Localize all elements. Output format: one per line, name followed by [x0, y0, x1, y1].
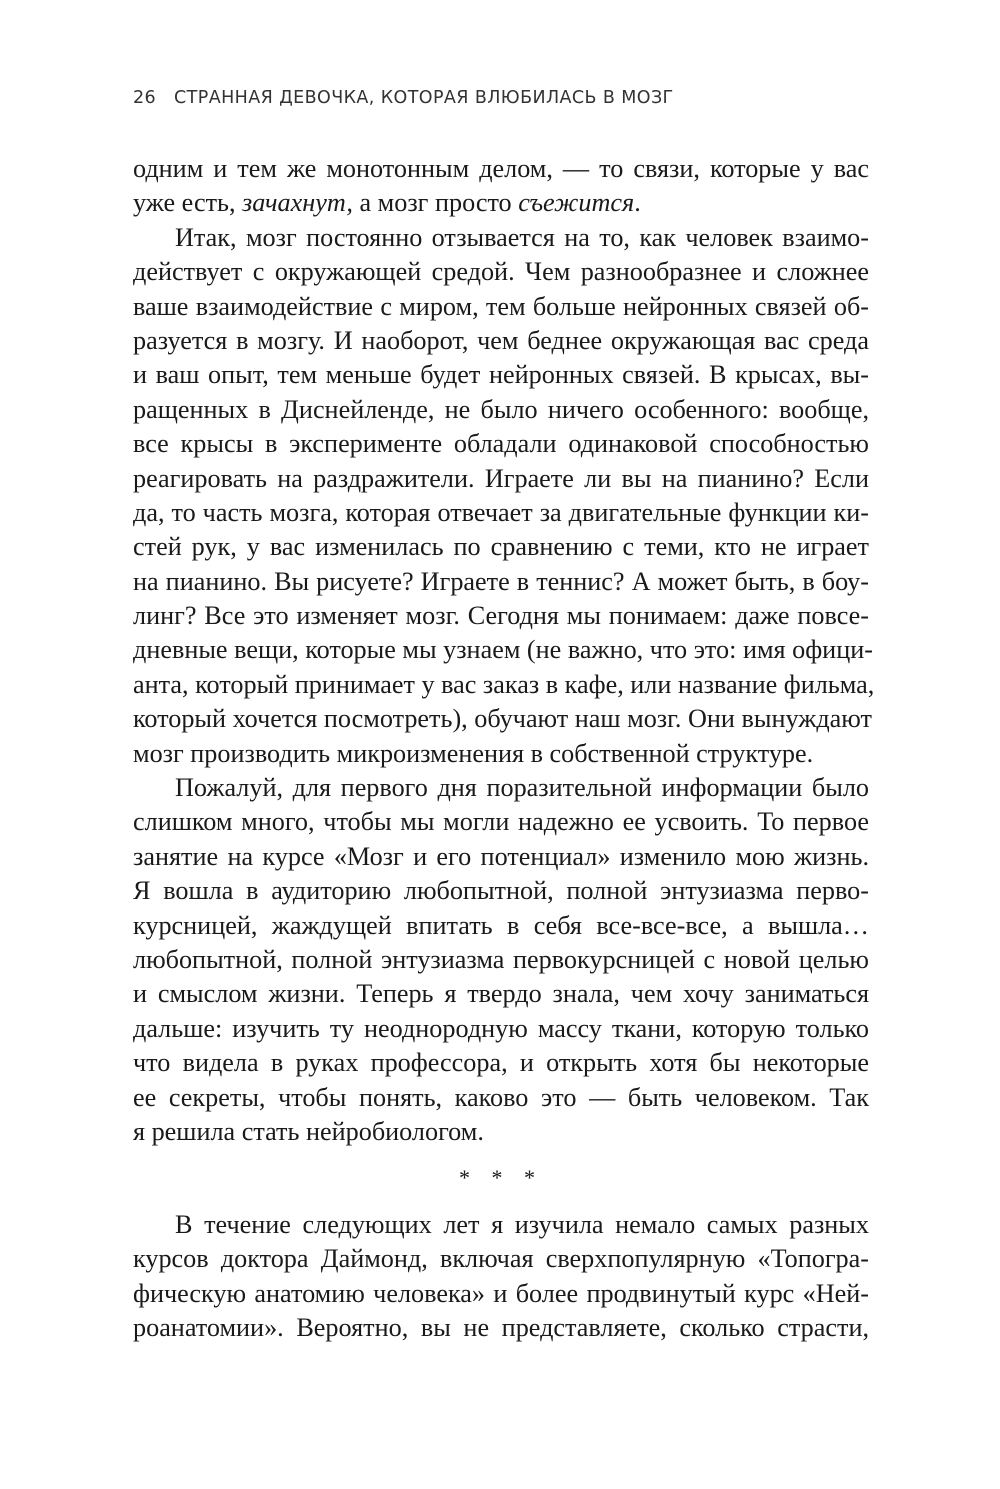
text-line: который хочется посмотреть), обучают наш мозг. Они вынуждают	[133, 704, 872, 734]
text-line: что видела в руках профессора, и открыть хотя бы некоторые	[133, 1048, 869, 1078]
text-line: слишком много, чтобы мы могли надежно ее усвоить. То первое	[133, 807, 869, 837]
running-head	[133, 88, 674, 108]
text-line: Итак, мозг постоянно отзывается на то, как человек взаимо-	[175, 222, 869, 252]
body-text	[133, 152, 875, 1345]
text-line: курсов доктора Даймонд, включая сверхпопулярную «Топогра-	[133, 1244, 869, 1274]
text-run: уже есть,	[133, 188, 243, 218]
text-line: стей рук, у вас изменилась по сравнению с теми, кто не играет	[133, 532, 869, 562]
text-line: мозг производить микроизменения в собственной структуре.	[133, 738, 814, 768]
text-line: любопытной, полной энтузиазма первокурсницей с новой целью	[133, 944, 869, 974]
running-title: СТРАННАЯ ДЕВОЧКА, КОТОРАЯ ВЛЮБИЛАСЬ В МОЗГ	[174, 88, 674, 108]
text-line: да, то часть мозга, которая отвечает за двигательные функции ки-	[133, 497, 869, 527]
text-line: все крысы в эксперименте обладали одинаковой способностью	[133, 429, 869, 459]
text-line: и ваш опыт, тем меньше будет нейронных связей. В крысах, вы-	[133, 360, 869, 390]
text-line: Пожалуй, для первого дня поразительной информации было	[175, 773, 869, 803]
text-line: дневные вещи, которые мы узнаем (не важно, что это: имя офици-	[133, 635, 873, 665]
text-line: и смыслом жизни. Теперь я твердо знала, чем хочу заниматься	[133, 979, 869, 1009]
text-line: курсницей, жаждущей впитать в себя все-все-все, а вышла…	[133, 910, 869, 940]
text-run: .	[634, 188, 641, 218]
text-line: одним и тем же монотонным делом, — то связи, которые у вас	[133, 154, 869, 183]
text-line: Я вошла в аудиторию любопытной, полной энтузиазма перво-	[133, 876, 869, 906]
text-line: ращенных в Диснейленде, не было ничего особенного: вообще,	[133, 394, 869, 424]
text-line	[133, 186, 869, 220]
text-line: действует с окружающей средой. Чем разнообразнее и сложнее	[133, 257, 869, 287]
text-run: а мозг просто	[352, 188, 519, 218]
text-line: реагировать на раздражители. Играете ли вы на пианино? Если	[133, 463, 869, 493]
text-line: линг? Все это изменяет мозг. Сегодня мы понимаем: даже повсе-	[133, 601, 869, 631]
italic-run: съежится	[518, 188, 635, 218]
text-line: В течение следующих лет я изучила немало самых разных	[175, 1209, 869, 1239]
text-line: занятие на курсе «Мозг и его потенциал» изменило мою жизнь.	[133, 841, 869, 871]
text-line: на пианино. Вы рисуете? Играете в теннис? А может быть, в боу-	[133, 566, 869, 596]
text-line: анта, который принимает у вас заказ в кафе, или название фильма,	[133, 669, 875, 699]
text-line: дальше: изучить ту неоднородную массу ткани, которую только	[133, 1013, 869, 1043]
text-line: ее секреты, чтобы понять, каково это — быть человеком. Так	[133, 1082, 869, 1112]
text-line: фическую анатомию человека» и более продвинутый курс «Ней-	[133, 1278, 869, 1308]
page-number: 26	[133, 88, 157, 108]
text-line: роанатомии». Вероятно, вы не представляете, сколько страсти,	[133, 1312, 869, 1342]
section-separator: * * *	[459, 1165, 543, 1191]
text-line: разуется в мозгу. И наоборот, чем беднее окружающая вас среда	[133, 325, 869, 355]
italic-run: зачахнут,	[242, 188, 353, 218]
text-line: я решила стать нейробиологом.	[133, 1116, 484, 1146]
text-line: ваше взаимодействие с миром, тем больше нейронных связей об-	[133, 291, 869, 321]
